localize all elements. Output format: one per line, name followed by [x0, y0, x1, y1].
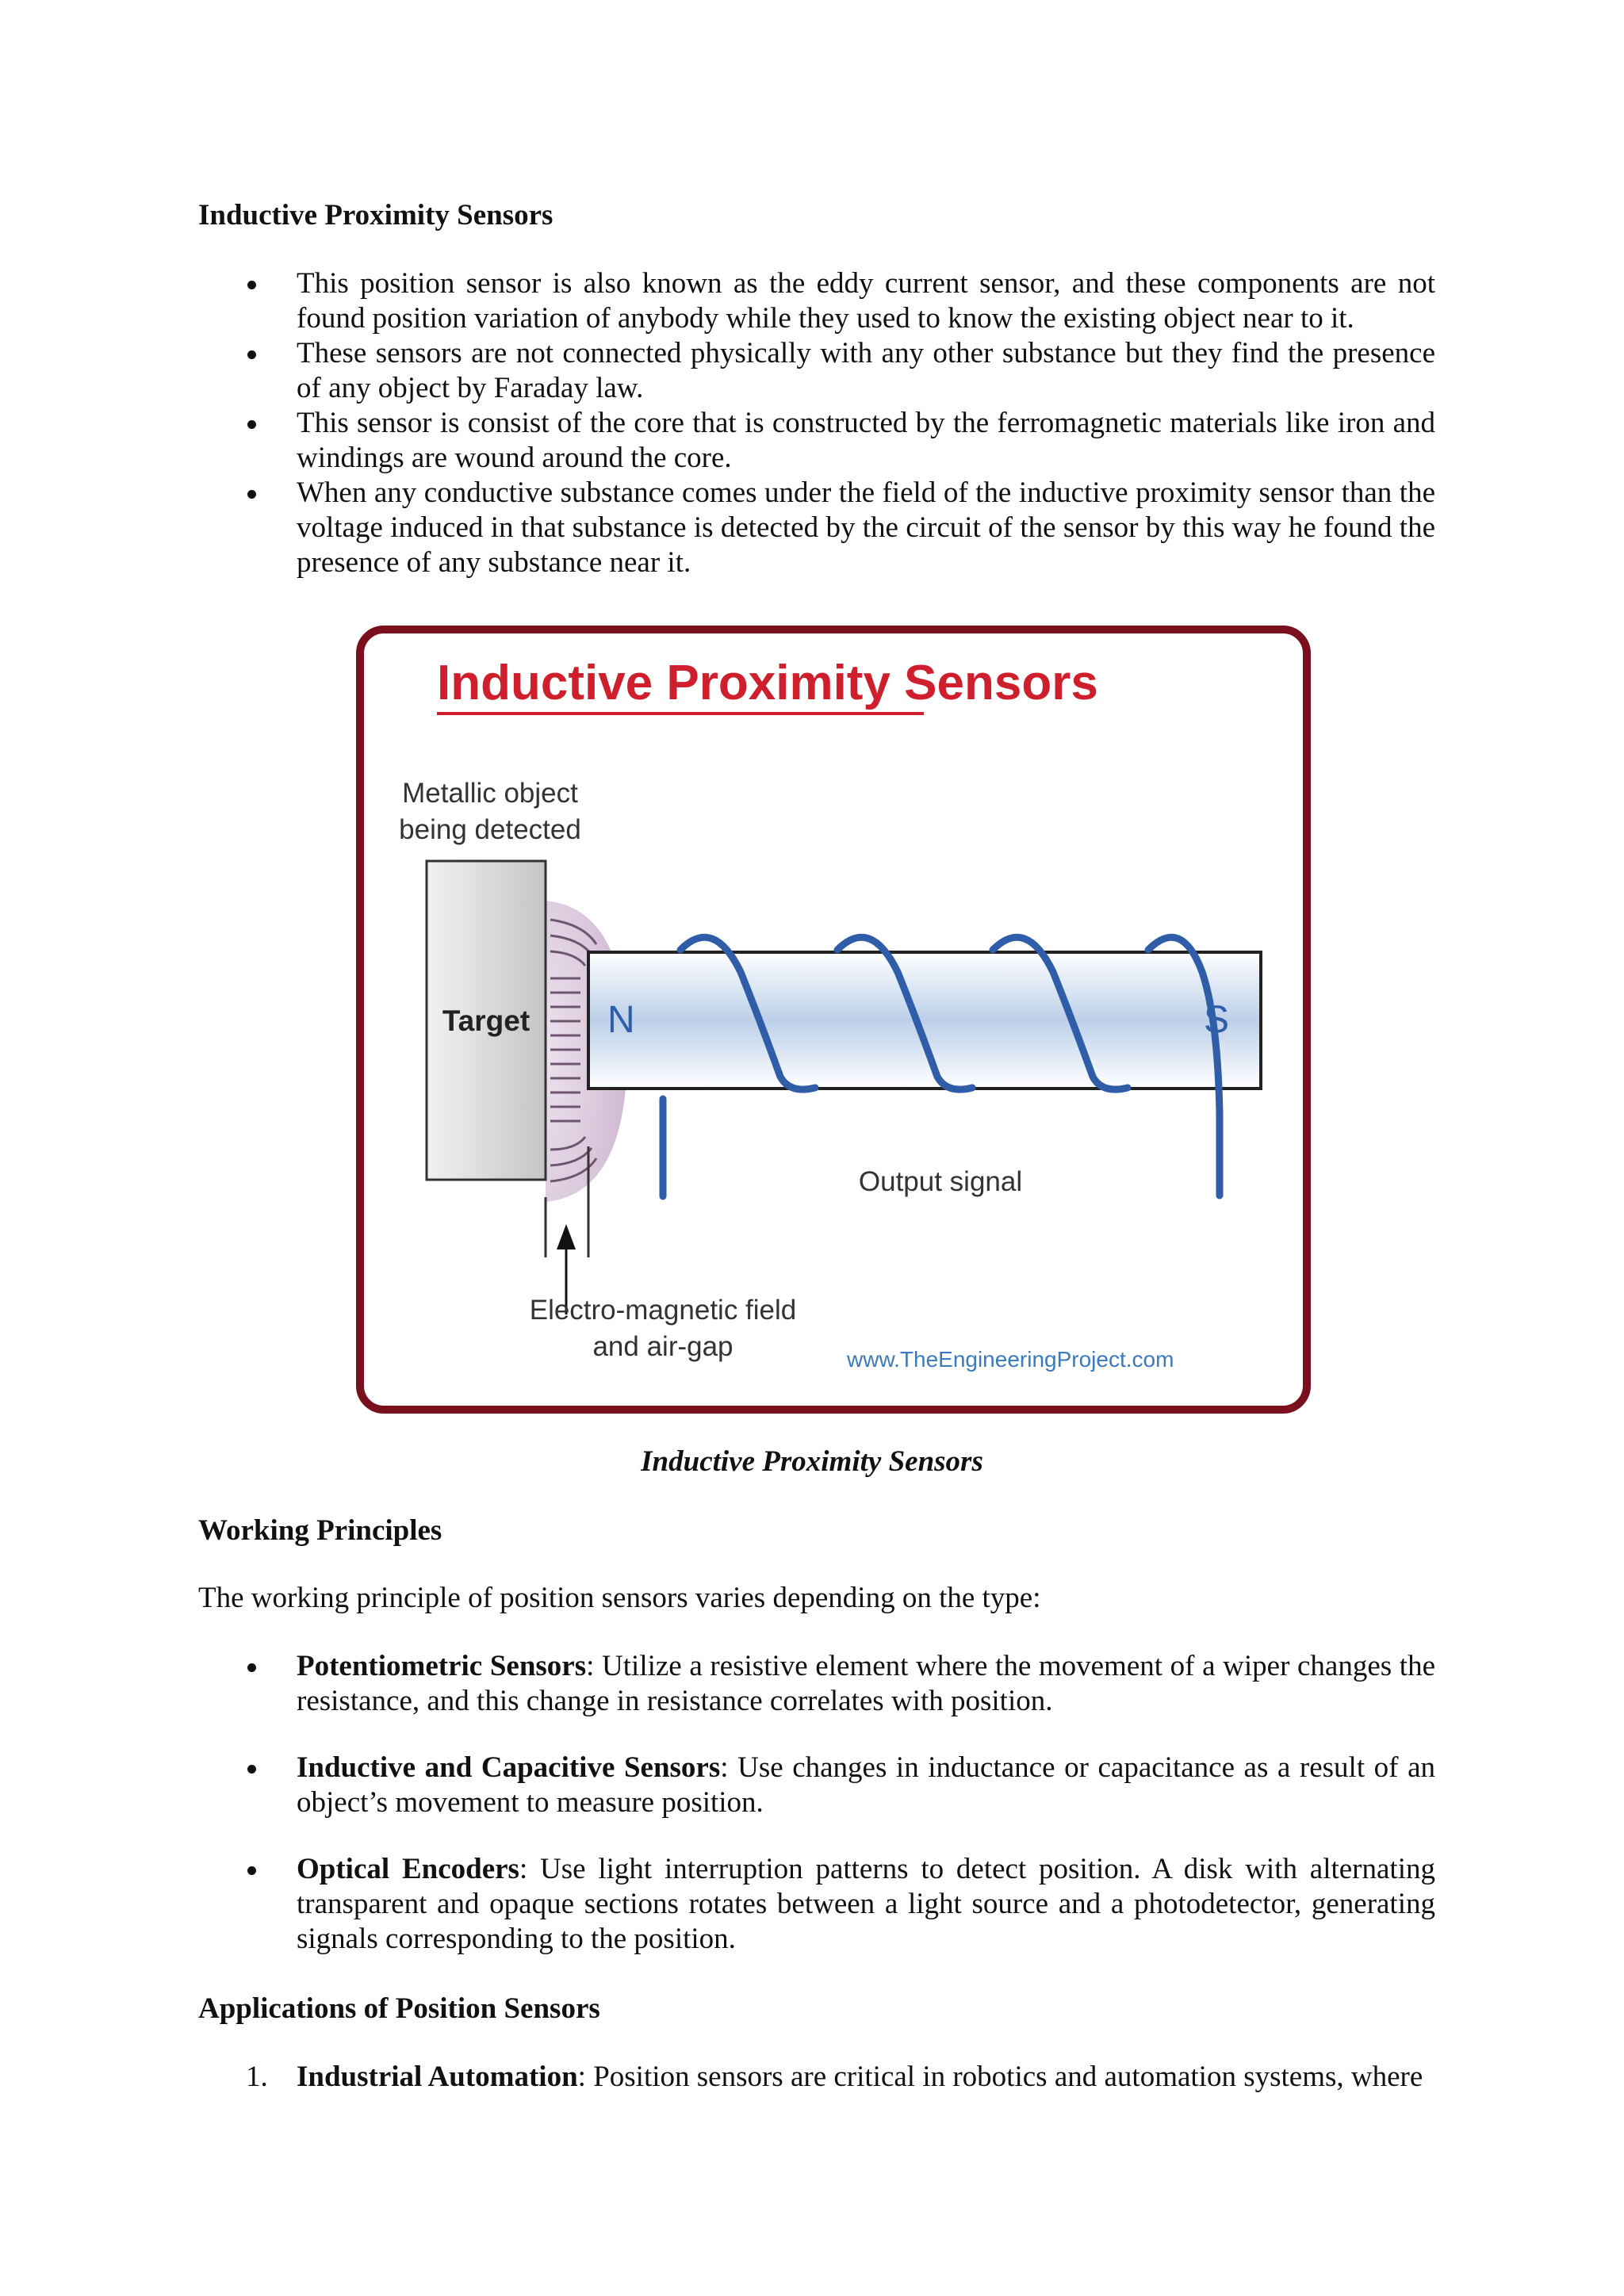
label-object-line2: being detected: [399, 814, 581, 845]
list-item: Optical Encoders: Use light interruption patterns to detect position. A disk with alternating transparent and opaque sections rotates between a light source and a photodetector, generating signals corresponding to the position.: [198, 1852, 1435, 1957]
list-item: 1. Industrial Automation: Position sensors are critical in robotics and automation systems, where: [246, 2061, 1423, 2093]
figure-title-underline: [437, 712, 924, 715]
section-heading-applications: Applications of Position Sensors: [198, 1992, 600, 2025]
bullet-icon: [247, 1765, 256, 1774]
bullet-icon: [247, 490, 256, 499]
list-item: Inductive and Capacitive Sensors: Use changes in inductance or capacitance as a result of an object’s movement to measure position.: [198, 1751, 1435, 1820]
section-heading-working-principles: Working Principles: [198, 1514, 442, 1547]
sensor-core: [588, 952, 1261, 1089]
bullet-icon: [247, 350, 256, 359]
list-item: This sensor is consist of the core that is constructed by the ferromagnetic materials like iron and windings are wound around the core.: [198, 406, 1435, 476]
list-item: Potentiometric Sensors: Utilize a resistive element where the movement of a wiper changes the resistance, and this change in resistance correlates with position.: [198, 1649, 1435, 1719]
bullet-icon: [247, 1866, 256, 1875]
list-item: These sensors are not connected physically with any other substance but they find the presence of any object by Faraday law.: [198, 336, 1435, 406]
bullet-icon: [247, 1663, 256, 1672]
target-label: Target: [442, 1004, 530, 1037]
pole-n-label: N: [607, 999, 635, 1041]
inductive-bullet-list: [198, 266, 1435, 580]
pole-s-label: S: [1204, 999, 1230, 1041]
list-item: This position sensor is also known as the eddy current sensor, and these components are not found position variation of anybody while they used to know the existing object near to it.: [198, 266, 1435, 336]
field-label-line2: and air-gap: [592, 1331, 733, 1362]
figure-title: Inductive Proximity Sensors: [437, 656, 1098, 710]
field-label-line1: Electro-magnetic field: [529, 1295, 797, 1326]
working-principles-intro: The working principle of position sensors varies depending on the type:: [198, 1582, 1041, 1614]
output-signal-label: Output signal: [858, 1166, 1023, 1197]
figure-svg: [354, 623, 1313, 1416]
list-item: When any conductive substance comes under the field of the inductive proximity sensor than the voltage induced in that substance is detected by the circuit of the sensor by this way he found the presence of any substance near it.: [198, 476, 1435, 580]
watermark-url: www.TheEngineeringProject.com: [847, 1347, 1174, 1372]
figure-caption: Inductive Proximity Sensors: [641, 1445, 983, 1478]
working-principles-list: [198, 1649, 1435, 1957]
section-heading-inductive: Inductive Proximity Sensors: [198, 199, 553, 232]
inductive-sensor-figure: [354, 623, 1313, 1416]
label-object-line1: Metallic object: [402, 778, 578, 809]
bullet-icon: [247, 420, 256, 429]
applications-list: [198, 2060, 1435, 2095]
bullet-icon: [247, 281, 256, 289]
